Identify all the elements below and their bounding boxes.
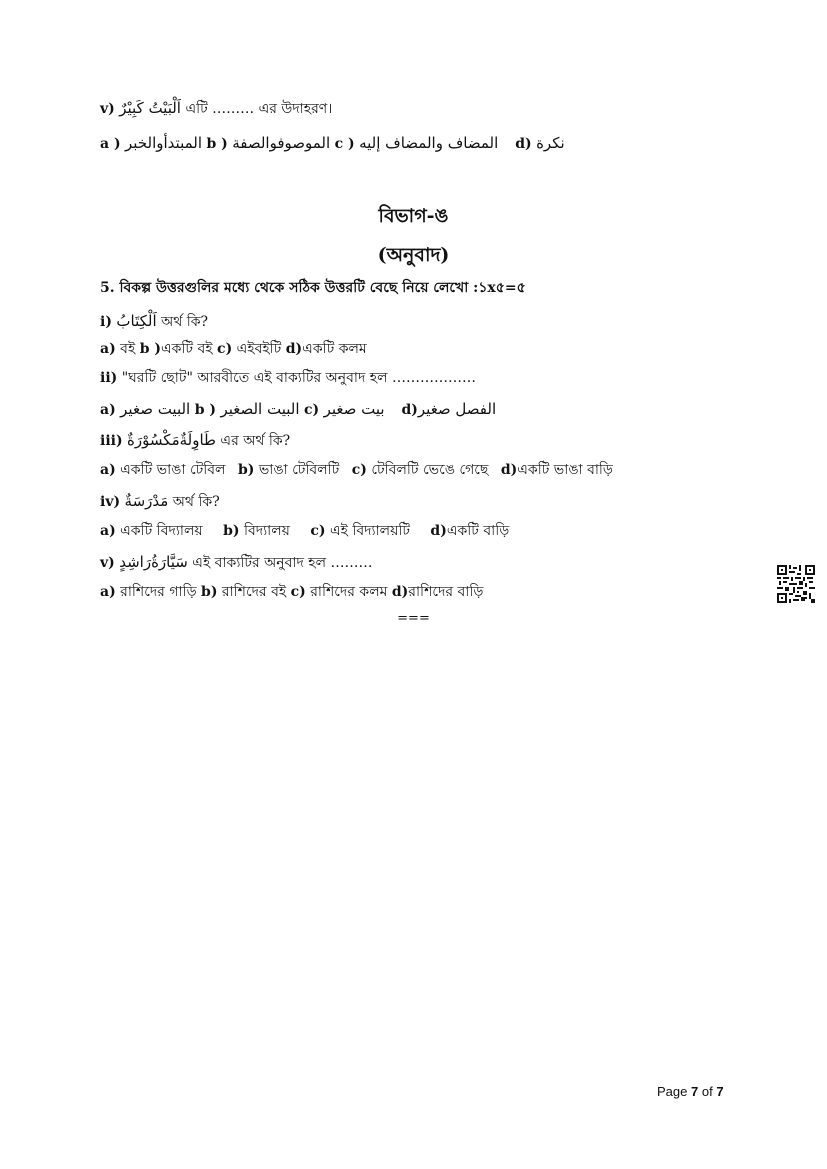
page-word: Page — [657, 1084, 688, 1099]
question-4-options: a) একটি বিদ্যালয় b) বিদ্যালয় c) এই বিদ্যালয়টি d)একটি বাড়ি — [100, 523, 510, 539]
section-title: বিভাগ-ঙ — [378, 205, 449, 227]
page-footer — [657, 1084, 724, 1099]
section-subtitle: (অনুবাদ) — [377, 244, 450, 266]
question-3-options: a) একটি ভাঙা টেবিল b) ভাঙা টেবিলটি c) টেবিলটি ভেঙে গেছে d)একটি ভাঙা বাড়ি — [100, 462, 613, 478]
question-v-options: a ) المبتدأوالخبر b ) الموصوفوالصفة c ) المضاف والمضاف إليه d) نكرة — [100, 134, 565, 152]
of-word: of — [701, 1084, 713, 1099]
question-3: iii) طَاوِلَةٌمَكْسُوْرَةٌ এর অর্থ কি? — [100, 431, 291, 449]
page-number: 7 — [691, 1084, 699, 1099]
question-4: iv) مَدْرَسَةٌ অর্থ কি? — [100, 492, 220, 510]
question-2-options: a) البيت صغير b ) البيت الصغير c) بيت صغير d)الفصل صغير — [100, 400, 497, 418]
instruction: 5. বিকল্প উত্তরগুলির মধ্যে থেকে সঠিক উত্তরটি বেছে নিয়ে লেখো :১x৫=৫ — [100, 280, 526, 296]
question-5-options: a) রাশিদের গাড়ি b) রাশিদের বই c) রাশিদের কলম d)রাশিদের বাড়ি — [100, 584, 484, 600]
end-mark: === — [397, 611, 430, 626]
question-2: ii) "ঘরটি ছোট" আরবীতে এই বাক্যটির অনুবাদ হল ……………… — [100, 370, 476, 386]
qr-code-icon — [777, 565, 815, 603]
question-5: v) سَيَّارَةُرَاشِدٍ এই বাক্যটির অনুবাদ হল ……… — [100, 553, 373, 571]
page-total: 7 — [716, 1084, 724, 1099]
question-1: i) اَلْكِتَابُ অর্থ কি? — [100, 312, 209, 330]
question-1-options: a) বই b )একটি বই c) এইবইটি d)একটি কলম — [100, 341, 367, 357]
question-v-top: v) اَلْبَيْتُ كَبِيْرٌ এটি ……… এর উদাহরণ। — [100, 99, 333, 117]
